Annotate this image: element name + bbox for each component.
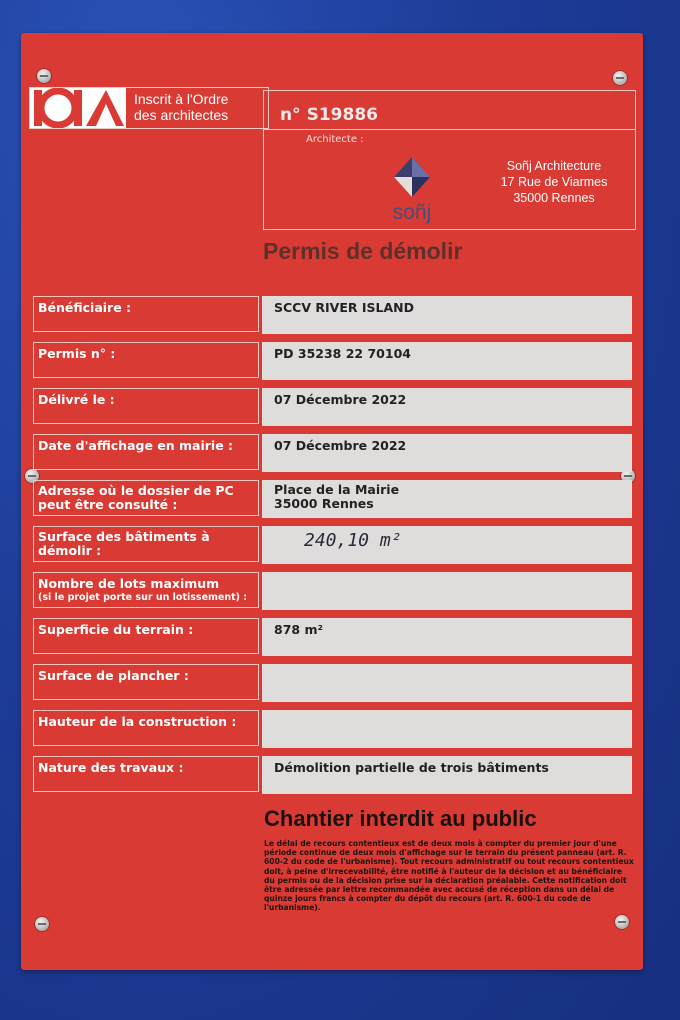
field-value: 07 Décembre 2022 xyxy=(262,388,632,426)
ordre-logo-text xyxy=(134,91,228,123)
field-row-beneficiaire xyxy=(33,296,633,334)
field-value xyxy=(262,710,632,748)
field-label: Date d'affichage en mairie : xyxy=(33,434,259,470)
oa-logo-icon xyxy=(30,88,126,128)
box-divider xyxy=(264,129,635,130)
field-value: 878 m² xyxy=(262,618,632,656)
sign-title: Permis de démolir xyxy=(263,238,463,264)
field-row-permis-numero xyxy=(33,342,633,380)
field-value: SCCV RIVER ISLAND xyxy=(262,296,632,334)
ordre-des-architectes-logo xyxy=(29,87,269,129)
field-label: Adresse où le dossier de PC peut être consulté : xyxy=(33,480,259,516)
architect-street: 17 Rue de Viarmes xyxy=(500,175,608,189)
field-row-surface-batiments xyxy=(33,526,633,564)
field-label: Surface des bâtiments à démolir : xyxy=(33,526,259,562)
field-row-nombre-lots xyxy=(33,572,633,610)
field-label: Superficie du terrain : xyxy=(33,618,259,654)
screw-icon xyxy=(37,69,51,83)
field-row-surface-plancher xyxy=(33,664,633,702)
permit-number-prefix: n° xyxy=(280,105,301,125)
permit-number-value: S19886 xyxy=(306,105,378,125)
permit-sign-panel xyxy=(21,33,643,970)
field-row-date-affichage xyxy=(33,434,633,472)
screw-icon xyxy=(613,71,627,85)
field-row-delivre-le xyxy=(33,388,633,426)
screw-icon xyxy=(35,917,49,931)
field-label: Hauteur de la construction : xyxy=(33,710,259,746)
field-label: Délivré le : xyxy=(33,388,259,424)
field-value: 07 Décembre 2022 xyxy=(262,434,632,472)
sonj-logo xyxy=(384,155,440,225)
warning-legal-text: Le délai de recours contentieux est de deux mois à compter du premier jour d'une période continue de deux mois d'affichage sur le terrain du présent panneau (art. R. 600-2 du code de l'urbanisme). Tout recours administratif ou tout recours contentieux doit, à peine d'irrecevabilité, être notifié à l'auteur de la décision et au bénéficiaire du permis ou de la décision prise sur la déclaration préalable. Cette notification doit être adressée par lettre recommandée avec accusé de réception dans un délai de quinze jours francs à compter du dépôt du recours (art. R. 600-1 du code de l'urbanisme). xyxy=(264,839,634,913)
field-value xyxy=(262,664,632,702)
logo-line-1: Inscrit à l'Ordre xyxy=(134,91,229,107)
field-row-superficie-terrain xyxy=(33,618,633,656)
permit-number xyxy=(280,105,378,125)
field-label-main: Nombre de lots maximum xyxy=(38,576,220,591)
screw-icon xyxy=(615,915,629,929)
permit-number-box xyxy=(263,90,636,230)
field-value: Place de la Mairie 35000 Rennes xyxy=(262,480,632,518)
field-label xyxy=(33,572,259,608)
warning-title: Chantier interdit au public xyxy=(264,806,537,831)
architect-address xyxy=(474,158,634,206)
field-label: Surface de plancher : xyxy=(33,664,259,700)
field-value xyxy=(262,572,632,610)
architect-label: Architecte : xyxy=(306,134,364,145)
field-value: PD 35238 22 70104 xyxy=(262,342,632,380)
architect-city: 35000 Rennes xyxy=(513,191,595,205)
field-row-adresse-dossier xyxy=(33,480,633,518)
field-label-sub: (si le projet porte sur un lotissement) : xyxy=(38,592,248,603)
field-row-hauteur xyxy=(33,710,633,748)
architect-name: Soñj Architecture xyxy=(506,159,602,173)
field-value: Démolition partielle de trois bâtiments xyxy=(262,756,632,794)
field-label: Permis n° : xyxy=(33,342,259,378)
field-label: Nature des travaux : xyxy=(33,756,259,792)
logo-line-2: des architectes xyxy=(134,107,229,123)
field-row-nature-travaux xyxy=(33,756,633,794)
field-value-handwritten: 240,10 m² xyxy=(262,526,632,564)
sonj-diamond-icon xyxy=(384,155,440,201)
field-label: Bénéficiaire : xyxy=(33,296,259,332)
sonj-brand-text: soñj xyxy=(392,201,432,224)
